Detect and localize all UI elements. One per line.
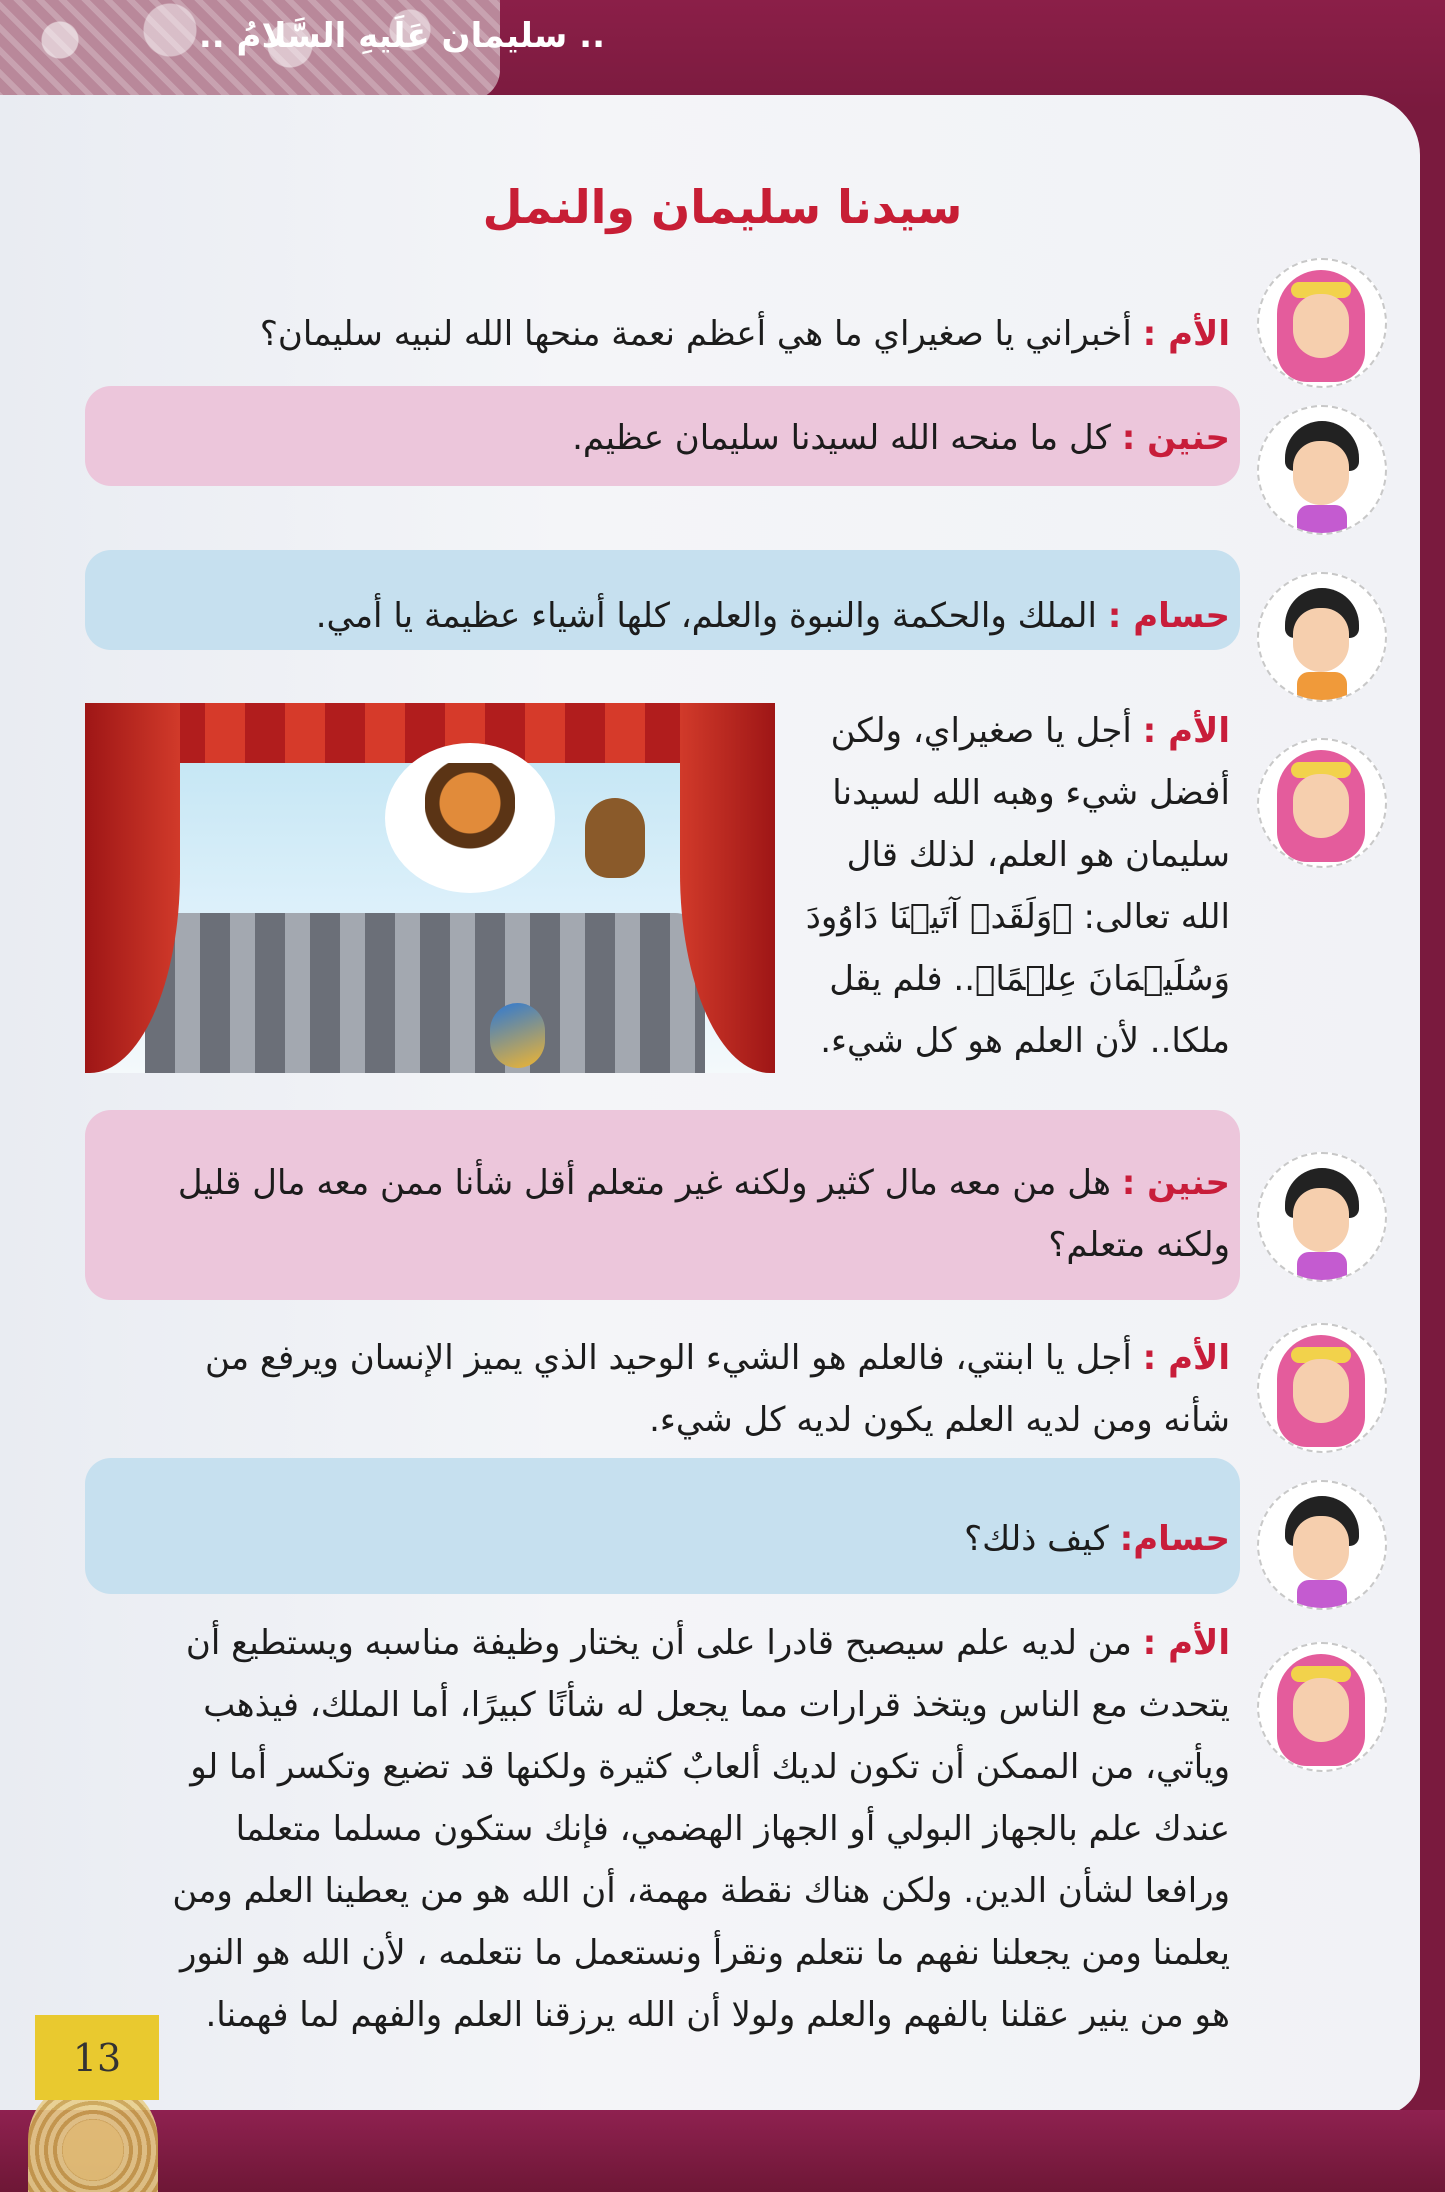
dialogue-mother-2 xyxy=(790,700,1230,1072)
avatar-mother xyxy=(1257,738,1387,868)
dialogue-mother-4 xyxy=(80,1612,1230,2046)
dialogue-text: يتحدث مع الناس ويتخذ قرارات مما يجعل له شأنًا كبيرًا، أما الملك، فيذهب xyxy=(203,1685,1230,1725)
dialogue-text: كيف ذلك؟ xyxy=(964,1519,1109,1559)
dialogue-text: أخبراني يا صغيراي ما هي أعظم نعمة منحها الله لنبيه سليمان؟ xyxy=(259,314,1132,354)
speaker-label: الأم : xyxy=(1142,711,1230,751)
dialogue-text: كل ما منحه الله لسيدنا سليمان عظيم. xyxy=(572,418,1111,458)
speaker-label: حسام : xyxy=(1107,596,1230,636)
hoopoe-icon xyxy=(425,763,515,863)
dialogue-mother-1 xyxy=(80,303,1230,365)
owl-icon xyxy=(585,798,645,878)
avatar-haneen xyxy=(1257,405,1387,535)
dialogue-text: ملكا.. لأن العلم هو كل شيء. xyxy=(820,1021,1230,1061)
dialogue-hossam-2 xyxy=(80,1508,1230,1570)
dialogue-haneen-1 xyxy=(80,407,1230,469)
dialogue-text: الملك والحكمة والنبوة والعلم، كلها أشياء عظيمة يا أمي. xyxy=(315,596,1097,636)
avatar-mother xyxy=(1257,258,1387,388)
avatar-haneen xyxy=(1257,1152,1387,1282)
dialogue-text: ولكنه متعلم؟ xyxy=(1048,1225,1230,1265)
parrot-icon xyxy=(490,1003,545,1068)
speaker-label: حسام: xyxy=(1119,1519,1230,1559)
speaker-label: الأم : xyxy=(1142,1338,1230,1378)
dialogue-haneen-2 xyxy=(80,1152,1230,1276)
dialogue-text: أفضل شيء وهبه الله لسيدنا xyxy=(832,773,1230,813)
dialogue-text: يعلمنا ومن يجعلنا نفهم ما نتعلم ونقرأ ونستعمل ما نتعلمه ، لأن الله هو النور xyxy=(179,1933,1230,1973)
avatar-hossam xyxy=(1257,1480,1387,1610)
dialogue-text: هل من معه مال كثير ولكنه غير متعلم أقل شأنا ممن معه مال قليل xyxy=(177,1163,1111,1203)
avatar-mother xyxy=(1257,1323,1387,1453)
dialogue-text: ورافعا لشأن الدين. ولكن هناك نقطة مهمة، أن الله هو من يعطينا العلم ومن xyxy=(172,1871,1230,1911)
chapter-header: .. سليمان عَلَيهِ السَّلامُ .. xyxy=(198,16,605,56)
dialogue-text: عندك علم بالجهاز البولي أو الجهاز الهضمي، فإنك ستكون مسلما متعلما xyxy=(235,1809,1230,1849)
dialogue-mother-3 xyxy=(80,1327,1230,1451)
avatar-hossam xyxy=(1257,572,1387,702)
dialogue-text: هو من ينير عقلنا بالفهم والعلم ولولا أن الله يرزقنا العلم والفهم لما فهمنا. xyxy=(205,1995,1230,2035)
avatar-mother xyxy=(1257,1642,1387,1772)
speaker-label: حنين : xyxy=(1121,1163,1230,1203)
page-number: 13 xyxy=(35,2015,159,2100)
dialogue-text: أجل يا ابنتي، فالعلم هو الشيء الوحيد الذي يميز الإنسان ويرفع من xyxy=(205,1338,1132,1378)
speaker-label: الأم : xyxy=(1142,1623,1230,1663)
illustration-birds-court xyxy=(85,703,775,1073)
dialogue-text: شأنه ومن لديه العلم يكون لديه كل شيء. xyxy=(649,1400,1230,1440)
footer-band xyxy=(0,2110,1445,2192)
dialogue-text: الله تعالى: ﴿وَلَقَدۡ آتَيۡنَا دَاوُودَ xyxy=(805,897,1230,937)
dialogue-text: سليمان هو العلم، لذلك قال xyxy=(846,835,1230,875)
dialogue-text: من لديه علم سيصبح قادرا على أن يختار وظيفة مناسبه ويستطيع أن xyxy=(185,1623,1132,1663)
dialogue-text: وَسُلَيۡمَانَ عِلۡمًا﴾.. فلم يقل xyxy=(829,959,1230,999)
dialogue-text: أجل يا صغيراي، ولكن xyxy=(830,711,1132,751)
speaker-label: حنين : xyxy=(1121,418,1230,458)
dialogue-hossam-1 xyxy=(80,585,1230,647)
speaker-label: الأم : xyxy=(1142,314,1230,354)
dialogue-text: ويأتي، من الممكن أن تكون لديك ألعابٌ كثيرة ولكنها قد تضيع وتكسر أما لو xyxy=(190,1747,1230,1787)
page-title: سيدنا سليمان والنمل xyxy=(482,180,963,234)
